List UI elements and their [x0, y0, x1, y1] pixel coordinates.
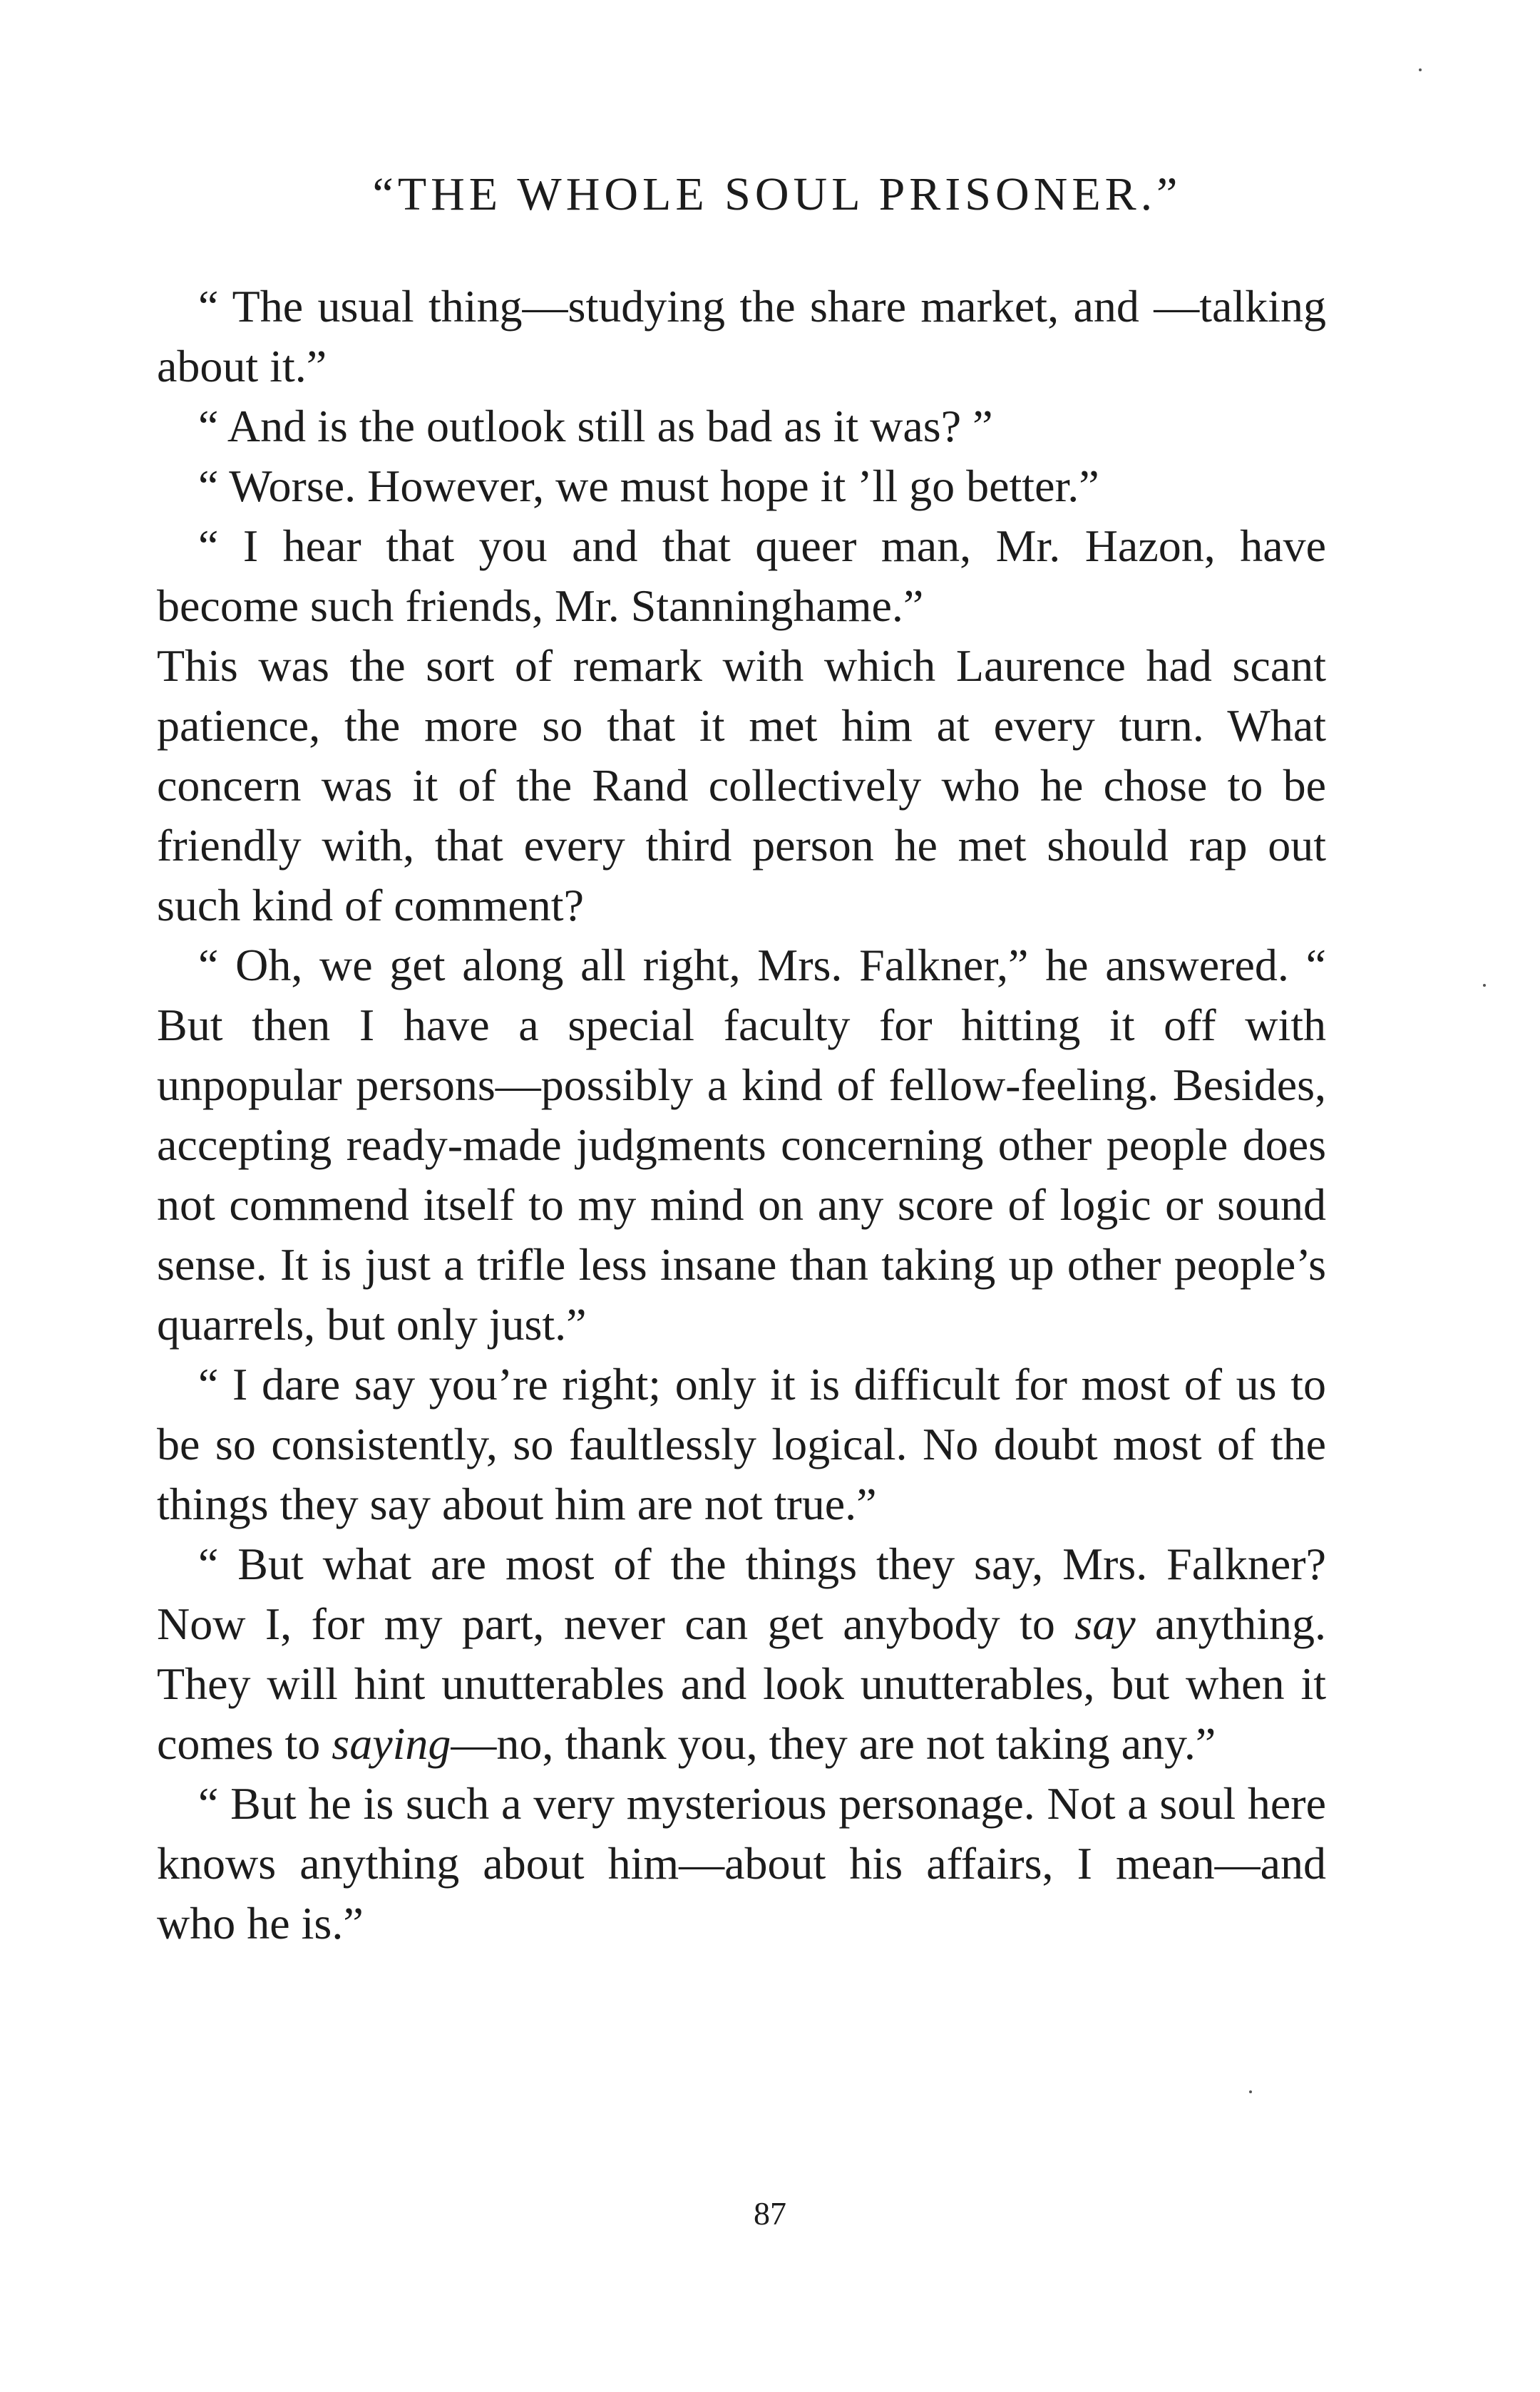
paragraph-text: anything. They will hint unutterables and look unutterables, but when it comes to: [157, 1598, 1327, 1769]
paragraph-text: “ But he is such a very mysterious personage. Not a soul here knows anything about him—about his affairs, I mean—and who he is.”: [157, 1778, 1326, 1949]
paragraph-text: This was the sort of remark with which Laurence had scant patience, the more so that it met him at every turn. What concern was it of the Rand collectively who he chose to be friendly with, that every third person he met should rap out such kind of comment?: [157, 640, 1326, 930]
paragraph-5: [157, 636, 1326, 935]
print-speck: [1249, 2090, 1252, 2093]
paragraph-text: “ But what are most of the things they say, Mrs. Falkner? Now I, for my part, never can get anybody to: [157, 1539, 1326, 1649]
paragraph-text: “ I hear that you and that queer man, Mr. Hazon, have become such friends, Mr. Stanninghame.”: [157, 520, 1326, 631]
paragraph-9: [157, 1774, 1326, 1954]
paragraph-text: “ Oh, we get along all right, Mrs. Falkner,” he answered. “ But then I have a special faculty for hitting it off with unpopular persons—possibly a kind of fellow-feeling. Besides, accepting ready-made judgments concerning other people does not commend itself to my mind on any score of logic or sound sense. It is just a trifle less insane than taking up other people’s quarrels, but only just.”: [157, 940, 1326, 1350]
paragraph-text: “ The usual thing—studying the share market, and —talking about it.”: [157, 281, 1326, 391]
italic-word: saying: [332, 1718, 451, 1769]
paragraph-8: [157, 1534, 1326, 1774]
paragraph-text: “ And is the outlook still as bad as it was? ”: [198, 401, 993, 451]
paragraph-6: [157, 935, 1326, 1355]
print-speck: [1483, 984, 1486, 987]
paragraph-text: “ Worse. However, we must hope it ’ll go better.”: [198, 461, 1099, 511]
paragraph-text: “ I dare say you’re right; only it is difficult for most of us to be so consistently, so faultlessly logical. No doubt most of the things they say about him are not true.”: [157, 1359, 1326, 1529]
paragraph-1: [157, 277, 1326, 396]
paragraph-2: [157, 396, 1326, 456]
paragraph-4: [157, 516, 1326, 636]
italic-word: say: [1074, 1598, 1136, 1649]
paragraph-7: [157, 1355, 1326, 1534]
body-text: [157, 277, 1326, 1954]
paragraph-3: [157, 456, 1326, 516]
running-title: “THE WHOLE SOUL PRISONER.”: [372, 168, 1182, 220]
print-speck: [1419, 68, 1422, 71]
paragraph-text: —no, thank you, they are not taking any.”: [451, 1718, 1216, 1769]
page-number: 87: [754, 2195, 786, 2232]
